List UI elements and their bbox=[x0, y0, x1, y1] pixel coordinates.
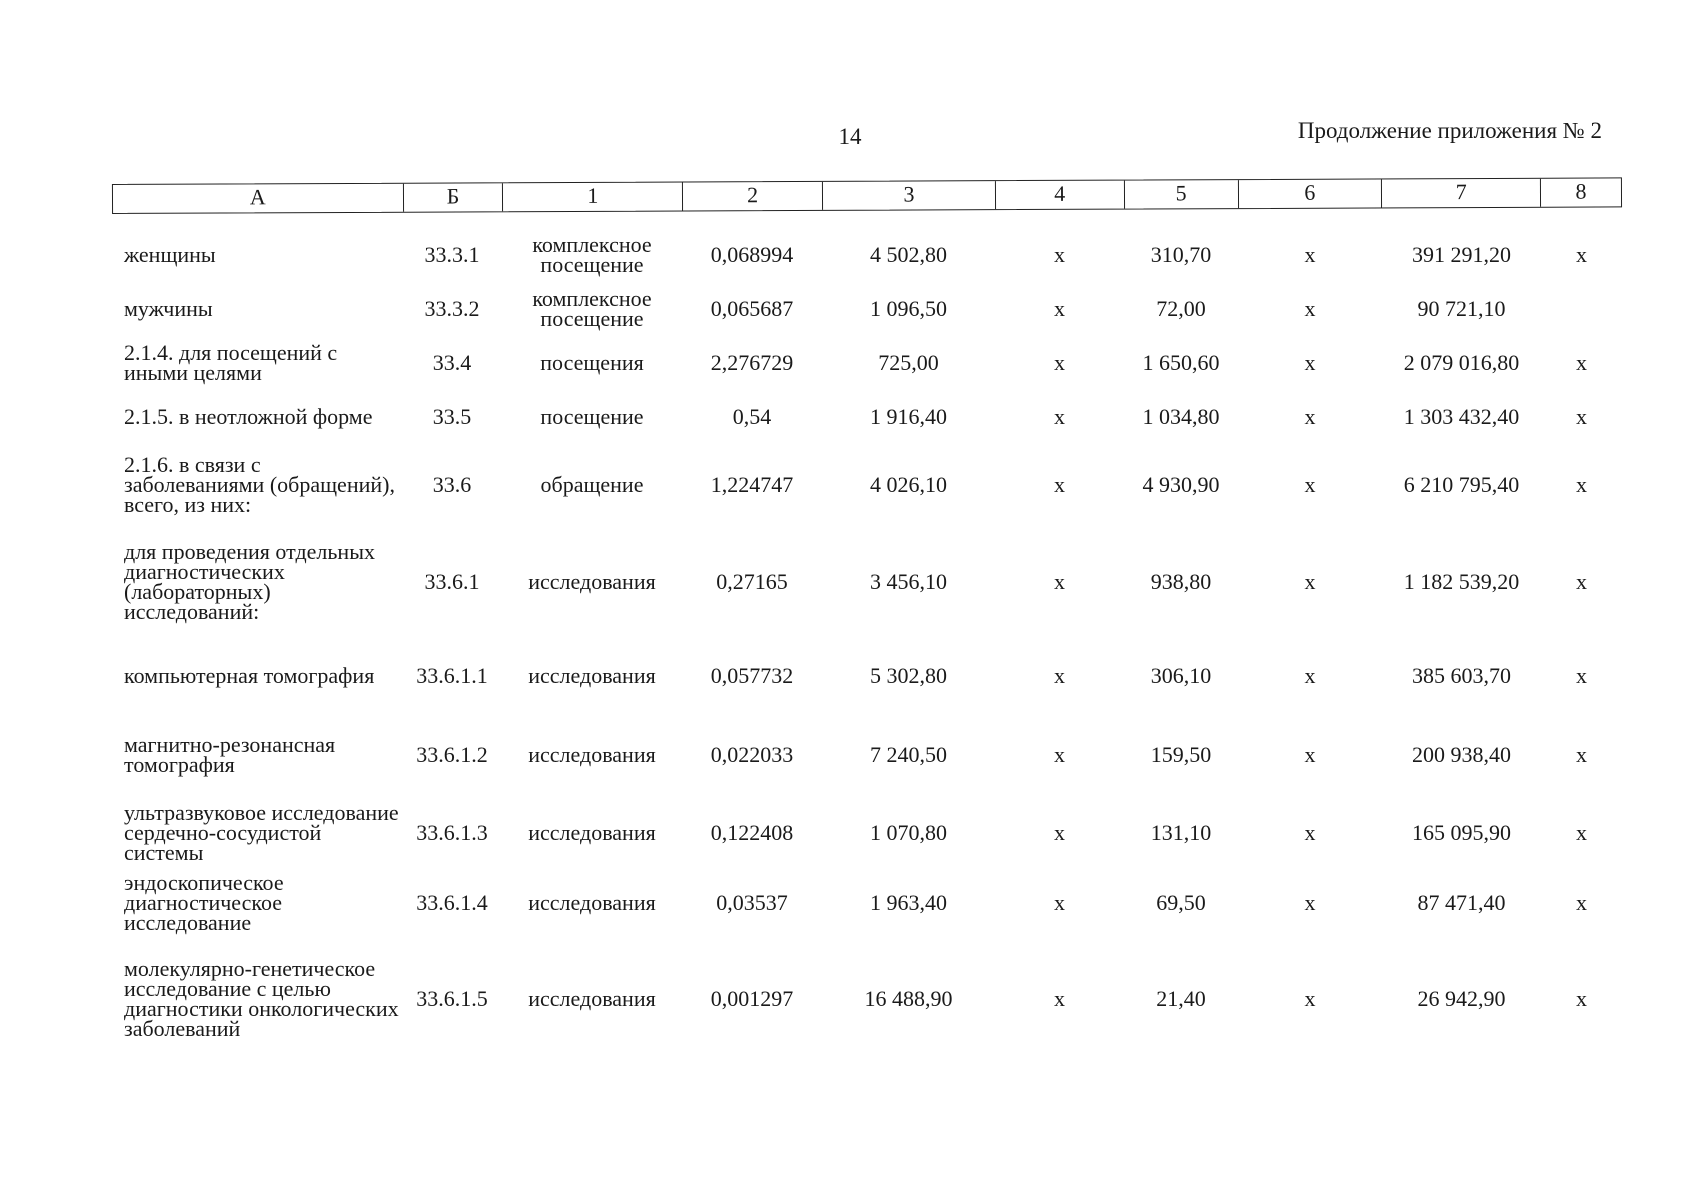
row-value-col3: 4 502,80 bbox=[870, 242, 947, 267]
row-code: 33.4 bbox=[432, 350, 472, 375]
row-value-col2: 0,065687 bbox=[710, 296, 794, 321]
row-value-col3: 5 302,80 bbox=[870, 663, 947, 688]
column-header-a: А bbox=[249, 184, 266, 210]
column-header-b: Б bbox=[403, 183, 503, 211]
row-name: мужчины bbox=[124, 296, 213, 321]
row-value-col3: 7 240,50 bbox=[870, 742, 947, 767]
column-header-1: 1 bbox=[502, 183, 682, 212]
row-value-col6: х bbox=[1304, 663, 1316, 688]
row-code: 33.3.2 bbox=[424, 296, 480, 321]
row-value-col8: х bbox=[1576, 820, 1587, 845]
row-name: 2.1.6. в связи с заболеваниями (обращений), всего, из них: bbox=[124, 452, 395, 517]
row-value-col2: 0,057732 bbox=[710, 663, 794, 688]
row-value-col2: 0,03537 bbox=[716, 890, 788, 915]
row-code: 33.6.1.3 bbox=[416, 820, 488, 845]
row-value-col8: х bbox=[1576, 350, 1587, 375]
row-name: для проведения отдельных диагностических (лабораторных) исследований: bbox=[124, 539, 375, 624]
row-name: магнитно-резонансная томография bbox=[124, 732, 336, 777]
row-value-col5: 69,50 bbox=[1156, 890, 1206, 915]
row-value-col7: 385 603,70 bbox=[1412, 663, 1511, 688]
row-value-col2: 2,276729 bbox=[710, 350, 794, 375]
table-row bbox=[112, 638, 1622, 714]
row-name: 2.1.4. для посещений с иными целями bbox=[124, 340, 338, 385]
column-header-6: 6 bbox=[1237, 179, 1381, 208]
row-value-col5: 306,10 bbox=[1150, 663, 1212, 688]
row-value-col3: 3 456,10 bbox=[870, 569, 947, 594]
row-unit: исследования bbox=[528, 986, 656, 1011]
row-code: 33.6.1.5 bbox=[416, 986, 488, 1011]
table-body bbox=[112, 228, 1622, 1062]
row-value-col8: х bbox=[1576, 986, 1587, 1011]
row-value-col5: 72,00 bbox=[1156, 296, 1206, 321]
row-value-col2: 0,54 bbox=[732, 404, 772, 429]
row-value-col8: х bbox=[1576, 890, 1587, 915]
table-row bbox=[112, 390, 1622, 444]
row-unit: исследования bbox=[528, 890, 656, 915]
row-value-col8 bbox=[1541, 282, 1622, 336]
row-code: 33.6.1 bbox=[424, 569, 480, 594]
column-header-2: 2 bbox=[682, 182, 822, 211]
row-value-col4: х bbox=[1054, 742, 1065, 767]
column-header-7: 7 bbox=[1381, 179, 1540, 208]
row-value-col2: 0,068994 bbox=[710, 242, 794, 267]
page-number: 14 bbox=[838, 124, 862, 149]
row-code: 33.5 bbox=[432, 404, 472, 429]
row-value-col8: х bbox=[1576, 663, 1587, 688]
row-value-col4: х bbox=[1054, 296, 1065, 321]
row-value-col8: х bbox=[1576, 569, 1587, 594]
column-header-5: 5 bbox=[1124, 180, 1238, 208]
table-row bbox=[112, 336, 1622, 390]
row-value-col5: 159,50 bbox=[1150, 742, 1212, 767]
row-value-col6: х bbox=[1304, 350, 1316, 375]
row-value-col5: 1 650,60 bbox=[1142, 350, 1220, 375]
row-value-col7: 1 303 432,40 bbox=[1403, 404, 1520, 429]
row-unit: комплексное посещение bbox=[532, 232, 652, 277]
row-value-col2: 0,001297 bbox=[710, 986, 794, 1011]
table-row bbox=[112, 444, 1622, 526]
row-value-col4: х bbox=[1054, 890, 1065, 915]
row-value-col8: х bbox=[1576, 472, 1587, 497]
row-value-col3: 4 026,10 bbox=[870, 472, 947, 497]
data-table bbox=[112, 178, 1622, 1062]
row-value-col6: х bbox=[1304, 986, 1316, 1011]
row-value-col2: 0,122408 bbox=[710, 820, 794, 845]
row-value-col3: 16 488,90 bbox=[864, 986, 953, 1011]
row-value-col3: 1 070,80 bbox=[870, 820, 947, 845]
row-name: эндоскопическое диагностическое исследование bbox=[124, 870, 284, 935]
row-value-col5: 4 930,90 bbox=[1142, 472, 1220, 497]
column-header-4: 4 bbox=[995, 181, 1124, 210]
row-code: 33.3.1 bbox=[424, 242, 480, 267]
row-value-col6: х bbox=[1304, 890, 1316, 915]
row-unit: исследования bbox=[528, 569, 656, 594]
table-row bbox=[112, 526, 1622, 638]
row-value-col6: х bbox=[1304, 569, 1316, 594]
row-code: 33.6.1.1 bbox=[416, 663, 488, 688]
row-value-col5: 938,80 bbox=[1150, 569, 1212, 594]
row-value-col5: 21,40 bbox=[1156, 986, 1206, 1011]
row-value-col3: 1 916,40 bbox=[870, 404, 947, 429]
column-header-3: 3 bbox=[822, 181, 995, 210]
row-value-col3: 1 096,50 bbox=[870, 296, 947, 321]
row-unit: посещение bbox=[540, 404, 644, 429]
row-value-col4: х bbox=[1054, 242, 1065, 267]
row-value-col7: 6 210 795,40 bbox=[1403, 472, 1520, 497]
table-row bbox=[112, 714, 1622, 796]
row-value-col7: 87 471,40 bbox=[1417, 890, 1506, 915]
row-value-col8: х bbox=[1576, 242, 1587, 267]
row-unit: исследования bbox=[528, 742, 656, 767]
row-value-col7: 1 182 539,20 bbox=[1403, 569, 1520, 594]
row-value-col2: 0,27165 bbox=[716, 569, 788, 594]
row-unit: обращение bbox=[540, 472, 644, 497]
row-value-col4: х bbox=[1054, 350, 1065, 375]
row-unit: комплексное посещение bbox=[532, 286, 652, 331]
row-value-col2: 1,224747 bbox=[710, 472, 794, 497]
table-row bbox=[112, 228, 1622, 282]
row-value-col7: 26 942,90 bbox=[1417, 986, 1506, 1011]
row-value-col5: 1 034,80 bbox=[1142, 404, 1220, 429]
row-name: ультразвуковое исследование сердечно-сосудистой системы bbox=[124, 800, 399, 865]
row-value-col7: 391 291,20 bbox=[1412, 242, 1511, 267]
row-name: 2.1.5. в неотложной форме bbox=[124, 404, 373, 429]
row-value-col4: х bbox=[1054, 986, 1065, 1011]
row-value-col6: х bbox=[1304, 242, 1316, 267]
row-name: женщины bbox=[124, 242, 216, 267]
row-value-col7: 200 938,40 bbox=[1412, 742, 1511, 767]
table-row bbox=[112, 282, 1622, 336]
row-name: молекулярно-генетическое исследование с целью диагностики онкологических заболеваний bbox=[124, 956, 399, 1041]
table-header bbox=[112, 177, 1622, 214]
row-value-col4: х bbox=[1054, 820, 1065, 845]
row-unit: посещения bbox=[540, 350, 644, 375]
row-value-col3: 725,00 bbox=[878, 350, 939, 375]
column-header-8: 8 bbox=[1540, 178, 1621, 206]
row-value-col7: 2 079 016,80 bbox=[1403, 350, 1520, 375]
row-value-col8: х bbox=[1576, 742, 1587, 767]
row-code: 33.6.1.2 bbox=[416, 742, 488, 767]
row-code: 33.6.1.4 bbox=[416, 890, 488, 915]
row-unit: исследования bbox=[528, 663, 656, 688]
table-row bbox=[112, 936, 1622, 1062]
row-value-col6: х bbox=[1304, 472, 1316, 497]
row-value-col6: х bbox=[1304, 742, 1316, 767]
row-value-col4: х bbox=[1054, 663, 1065, 688]
row-value-col6: х bbox=[1304, 820, 1316, 845]
row-value-col4: х bbox=[1054, 404, 1065, 429]
row-value-col6: х bbox=[1304, 404, 1316, 429]
row-unit: исследования bbox=[528, 820, 656, 845]
table-row bbox=[112, 870, 1622, 936]
row-value-col6: х bbox=[1304, 296, 1316, 321]
row-name: компьютерная томография bbox=[124, 663, 375, 688]
row-value-col5: 131,10 bbox=[1150, 820, 1212, 845]
row-value-col8: х bbox=[1576, 404, 1587, 429]
row-code: 33.6 bbox=[432, 472, 472, 497]
row-value-col3: 1 963,40 bbox=[870, 890, 947, 915]
appendix-note: Продолжение приложения № 2 bbox=[1297, 118, 1602, 143]
row-value-col4: х bbox=[1054, 472, 1065, 497]
row-value-col7: 90 721,10 bbox=[1417, 296, 1506, 321]
table-row bbox=[112, 796, 1622, 870]
row-value-col5: 310,70 bbox=[1150, 242, 1212, 267]
row-value-col4: х bbox=[1054, 569, 1065, 594]
row-value-col7: 165 095,90 bbox=[1412, 820, 1511, 845]
row-value-col2: 0,022033 bbox=[710, 742, 794, 767]
